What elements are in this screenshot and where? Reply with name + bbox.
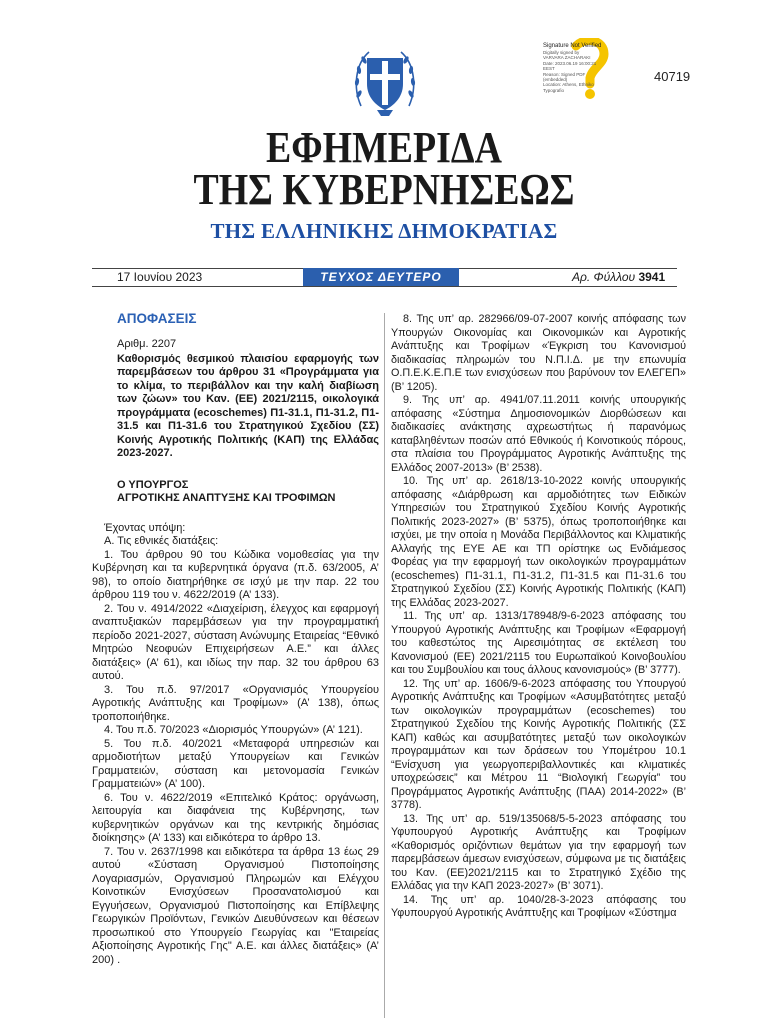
provision-paragraph: 12. Της υπ’ αρ. 1606/9-6-2023 απόφασης του Υπουργού Αγροτικής Ανάπτυξης και Τροφίμων «Ασυμβατότητες μεταξύ των οικολογικών προγραμμάτων (ecoschemes) του Στρατηγικού Σχεδίου της Κοινής Αγροτικής Πολιτικής (ΣΣ ΚΑΠ) καθώς και ασυμβατότητες μεταξύ των οικολογικών προγραμμάτων και των δράσεων του Υπομέτρου 10.1 “Ενίσχυση για γεωργοπεριβαλλοντικές και κλιματικές υποχρεώσεις” και Μέτρου 11 “Βιολογική Γεωργία” του Προγράμματος Αγροτικής Ανάπτυξης (ΠΑΑ) 2014-2022» (Β’ 3778). (391, 677, 686, 811)
provision-paragraph: 6. Του ν. 4622/2019 «Επιτελικό Κράτος: οργάνωση, λειτουργία και διαφάνεια της Κυβέρνησης, των κυβερνητικών οργάνων και της κεντρικής δημόσιας διοίκησης» (Α’ 133) και ειδικότερα το άρθρο 13. (92, 791, 379, 844)
provision-paragraph: 9. Της υπ’ αρ. 4941/07.11.2011 κοινής υπουργικής απόφασης «Σύστημα Δημοσιονομικών Διορθώσεων και διαδικασίες ανάκτησης αχρεωστήτως ή παρανόμως καταβληθέντων ποσών από Εθνικούς ή Κοινοτικούς πόρους, στα πλαίσια του Προγράμματος Αγροτικής Ανάπτυξης της Ελλάδος 2007-2013» (Β’ 2538). (391, 394, 686, 474)
signature-line: Reason: Signed PDF (543, 71, 586, 77)
decision-number: Αριθμ. 2207 (117, 338, 177, 350)
issue-sheet-number (572, 269, 665, 285)
provision-paragraph: 2. Του ν. 4914/2022 «Διαχείριση, έλεγχος και εφαρμογή αναπτυξιακών παρεμβάσεων για την προγραμματική περίοδο 2021-2027, σύσταση Ανώνυμης Εταιρείας “Εθνικό Μητρώο Νεοφυών Επιχειρήσεων Α.Ε.” και άλλες διατάξεις» (Α’ 61), και ιδίως την παρ. 32 του άρθρου 63 αυτού. (92, 602, 379, 682)
signature-status: Signature Not Verified (543, 43, 602, 49)
provision-paragraph: 4. Του π.δ. 70/2023 «Διορισμός Υπουργών» (Α’ 121). (104, 724, 363, 736)
considering-label: Έχοντας υπόψη: (104, 521, 186, 534)
issue-bar-bottom-rule (92, 286, 677, 287)
left-column (92, 310, 379, 967)
signature-line: Digitally signed by (543, 50, 580, 55)
coat-of-arms-icon (353, 44, 417, 119)
gazette-title-line-1: ΕΦΗΜΕΡΙΔΑ (266, 123, 502, 172)
minister-label: Ο ΥΠΟΥΡΓΟΣ (117, 478, 189, 491)
signature-line: EEST (543, 66, 555, 72)
gazette-title-line-2: ΤΗΣ ΚΥΒΕΡΝΗΣΕΩΣ (193, 165, 575, 214)
column-divider (384, 313, 385, 1018)
issue-series-badge: ΤΕΥΧΟΣ ΔΕΥΤΕΡΟ (303, 268, 459, 286)
national-provisions-label: Α. Τις εθνικές διατάξεις: (104, 535, 219, 547)
provision-paragraph: 10. Της υπ’ αρ. 2618/13-10-2022 κοινής υπουργικής απόφασης «Διάρθρωση και αρμοδιότητες των Ειδικών Υπηρεσιών του Στρατηγικού Σχεδίου Κοινής Αγροτικής Πολιτικής 2023-2027» (Β’ 5375), όπως τροποποιήθηκε και ισχύει, με την οποία η Μονάδα Περιβάλλοντος και Κλιματικής Αλλαγής της ΕΥΕ ΑΕ και ΤΠ ορίστηκε ως Ενδιάμεσος Φορέας για την εφαρμογή των οικολογικών προγραμμάτων (ecoschemes) Π1-31.1, Π1-31.2, Π1-31.5 και Π1-31.6 του Στρατηγικού Σχεδίου (ΣΣ) Κοινής Αγροτικής Πολιτικής (ΚΑΠ) της Ελλάδας 2023-2027. (391, 475, 686, 609)
signature-line: VARVARA ZACHARAKI (543, 55, 591, 61)
section-heading: ΑΠΟΦΑΣΕΙΣ (117, 311, 197, 326)
ministry-name: ΑΓΡΟΤΙΚΗΣ ΑΝΑΠΤΥΞΗΣ ΚΑΙ ΤΡΟΦΙΜΩΝ (117, 492, 336, 504)
sheet-number: 3941 (638, 270, 666, 284)
signature-line: (embedded) (543, 77, 568, 83)
provision-paragraph: 14. Της υπ’ αρ. 1040/28-3-2023 απόφασης του Υφυπουργού Αγροτικής Ανάπτυξης και Τροφίμων «Σύστημα (391, 893, 686, 919)
signature-line: Date: 2023.06.19 16:00:21 (543, 60, 597, 66)
gazette-subtitle: ΤΗΣ ΕΛΛΗΝΙΚΗΣ ΔΗΜΟΚΡΑΤΙΑΣ (210, 219, 558, 243)
sheet-label: Αρ. Φύλλου (572, 270, 636, 284)
page-number: 40719 (654, 69, 691, 84)
digital-signature-block (543, 43, 615, 93)
provision-paragraph: 7. Του ν. 2637/1998 και ειδικότερα τα άρθρα 13 έως 29 αυτού «Σύσταση Οργανισμού Πιστοποίησης Λογαριασμών, Οργανισμού Πληρωμών και Ελέγχου Κοινοτικών Ενισχύσεων Προσανατολισμού και Εγγυήσεων, Οργανισμού Πιστοποίησης και Επίβλεψης Γεωργικών Προϊόντων, Γενικών Διευθύνσεων και θέσεων προσωπικού στο Υπουργείο Γεωργίας και "Εταιρείας Αξιοποίησης Αγροτικής Γης" Α.Ε. και άλλες διατάξεις» (Α’ 200) . (92, 845, 379, 966)
right-column (391, 313, 686, 921)
provision-paragraph: 8. Της υπ’ αρ. 282966/09-07-2007 κοινής απόφασης των Υπουργών Οικονομίας και Οικονομικών και Αγροτικής Ανάπτυξης και Τροφίμων «Έγκριση του Κανονισμού διαδικασίας πληρωμών του Ν.Π.Ι.Δ. με την επωνυμία Ο.Π.Ε.Κ.Ε.Π.Ε των ενισχύσεων που βαρύνουν τον ΕΛΕΓΕΠ» (Β’ 1205). (391, 313, 686, 393)
provision-paragraph: 3. Του π.δ. 97/2017 «Οργανισμός Υπουργείου Αγροτικής Ανάπτυξης και Τροφίμων» (Α’ 138), όπως τροποποιήθηκε. (92, 683, 379, 723)
issue-date: 17 Ιουνίου 2023 (117, 270, 203, 284)
provision-paragraph: 5. Του π.δ. 40/2021 «Μεταφορά υπηρεσιών και αρμοδιοτήτων μεταξύ Υπουργείων και Γενικών Γραμματειών, σύσταση και μετονομασία Γενικών Γραμματειών» (Α’ 100). (92, 737, 379, 790)
provision-paragraph: 1. Του άρθρου 90 του Κώδικα νομοθεσίας για την Κυβέρνηση και τα κυβερνητικά όργανα (π.δ. 63/2005, Α’ 98), το οποίο διατηρήθηκε σε ισχύ με την παρ. 22 του άρθρου 119 του ν. 4622/2019 (Α’ 133). (92, 548, 379, 601)
signature-line: Typografio (543, 87, 565, 93)
provision-paragraph: 11. Της υπ’ αρ. 1313/178948/9-6-2023 απόφασης του Υπουργού Αγροτικής Ανάπτυξης και Τροφίμων «Εφαρμογή του καθεστώτος της Αιρεσιμότητας σε εκτέλεση του Κανονισμού (ΕΕ) 2021/2115 του Ευρωπαϊκού Κοινοβουλίου και του Συμβουλίου και τους άλλους κανονισμούς» (Β’ 3777). (391, 610, 686, 676)
signature-line: Location: Athens, Ethniko (543, 82, 594, 88)
provision-paragraph: 13. Της υπ’ αρ. 519/135068/5-5-2023 απόφασης του Υφυπουργού Αγροτικής Ανάπτυξης και Τροφίμων «Καθορισμός οριζόντιων θεμάτων για την εφαρμογή των παρεμβάσεων άμεσων ενισχύσεων, σύμφωνα με τις διατάξεις του Καν. (ΕΕ)2021/2115 και το Στρατηγικό Σχέδιο της Ελλάδας για την ΚΑΠ 2023-2027» (Β’ 3071). (391, 812, 686, 892)
decision-title: Καθορισμός θεσμικού πλαισίου εφαρμογής των παρεμβάσεων του άρθρου 31 «Προγράμματα για το κλίμα, το περιβάλλον και την καλή διαβίωση των ζώων» του Καν. (ΕΕ) 2021/2115, οικολογικά προγράμματα (ecoschemes) Π1-31.1, Π1-31.2, Π1-31.5 και Π1-31.6 του Στρατηγικού Σχεδίου (ΣΣ) Κοινής Αγροτικής Πολιτικής (ΚΑΠ) της Ελλάδας 2023-2027. (117, 352, 379, 459)
